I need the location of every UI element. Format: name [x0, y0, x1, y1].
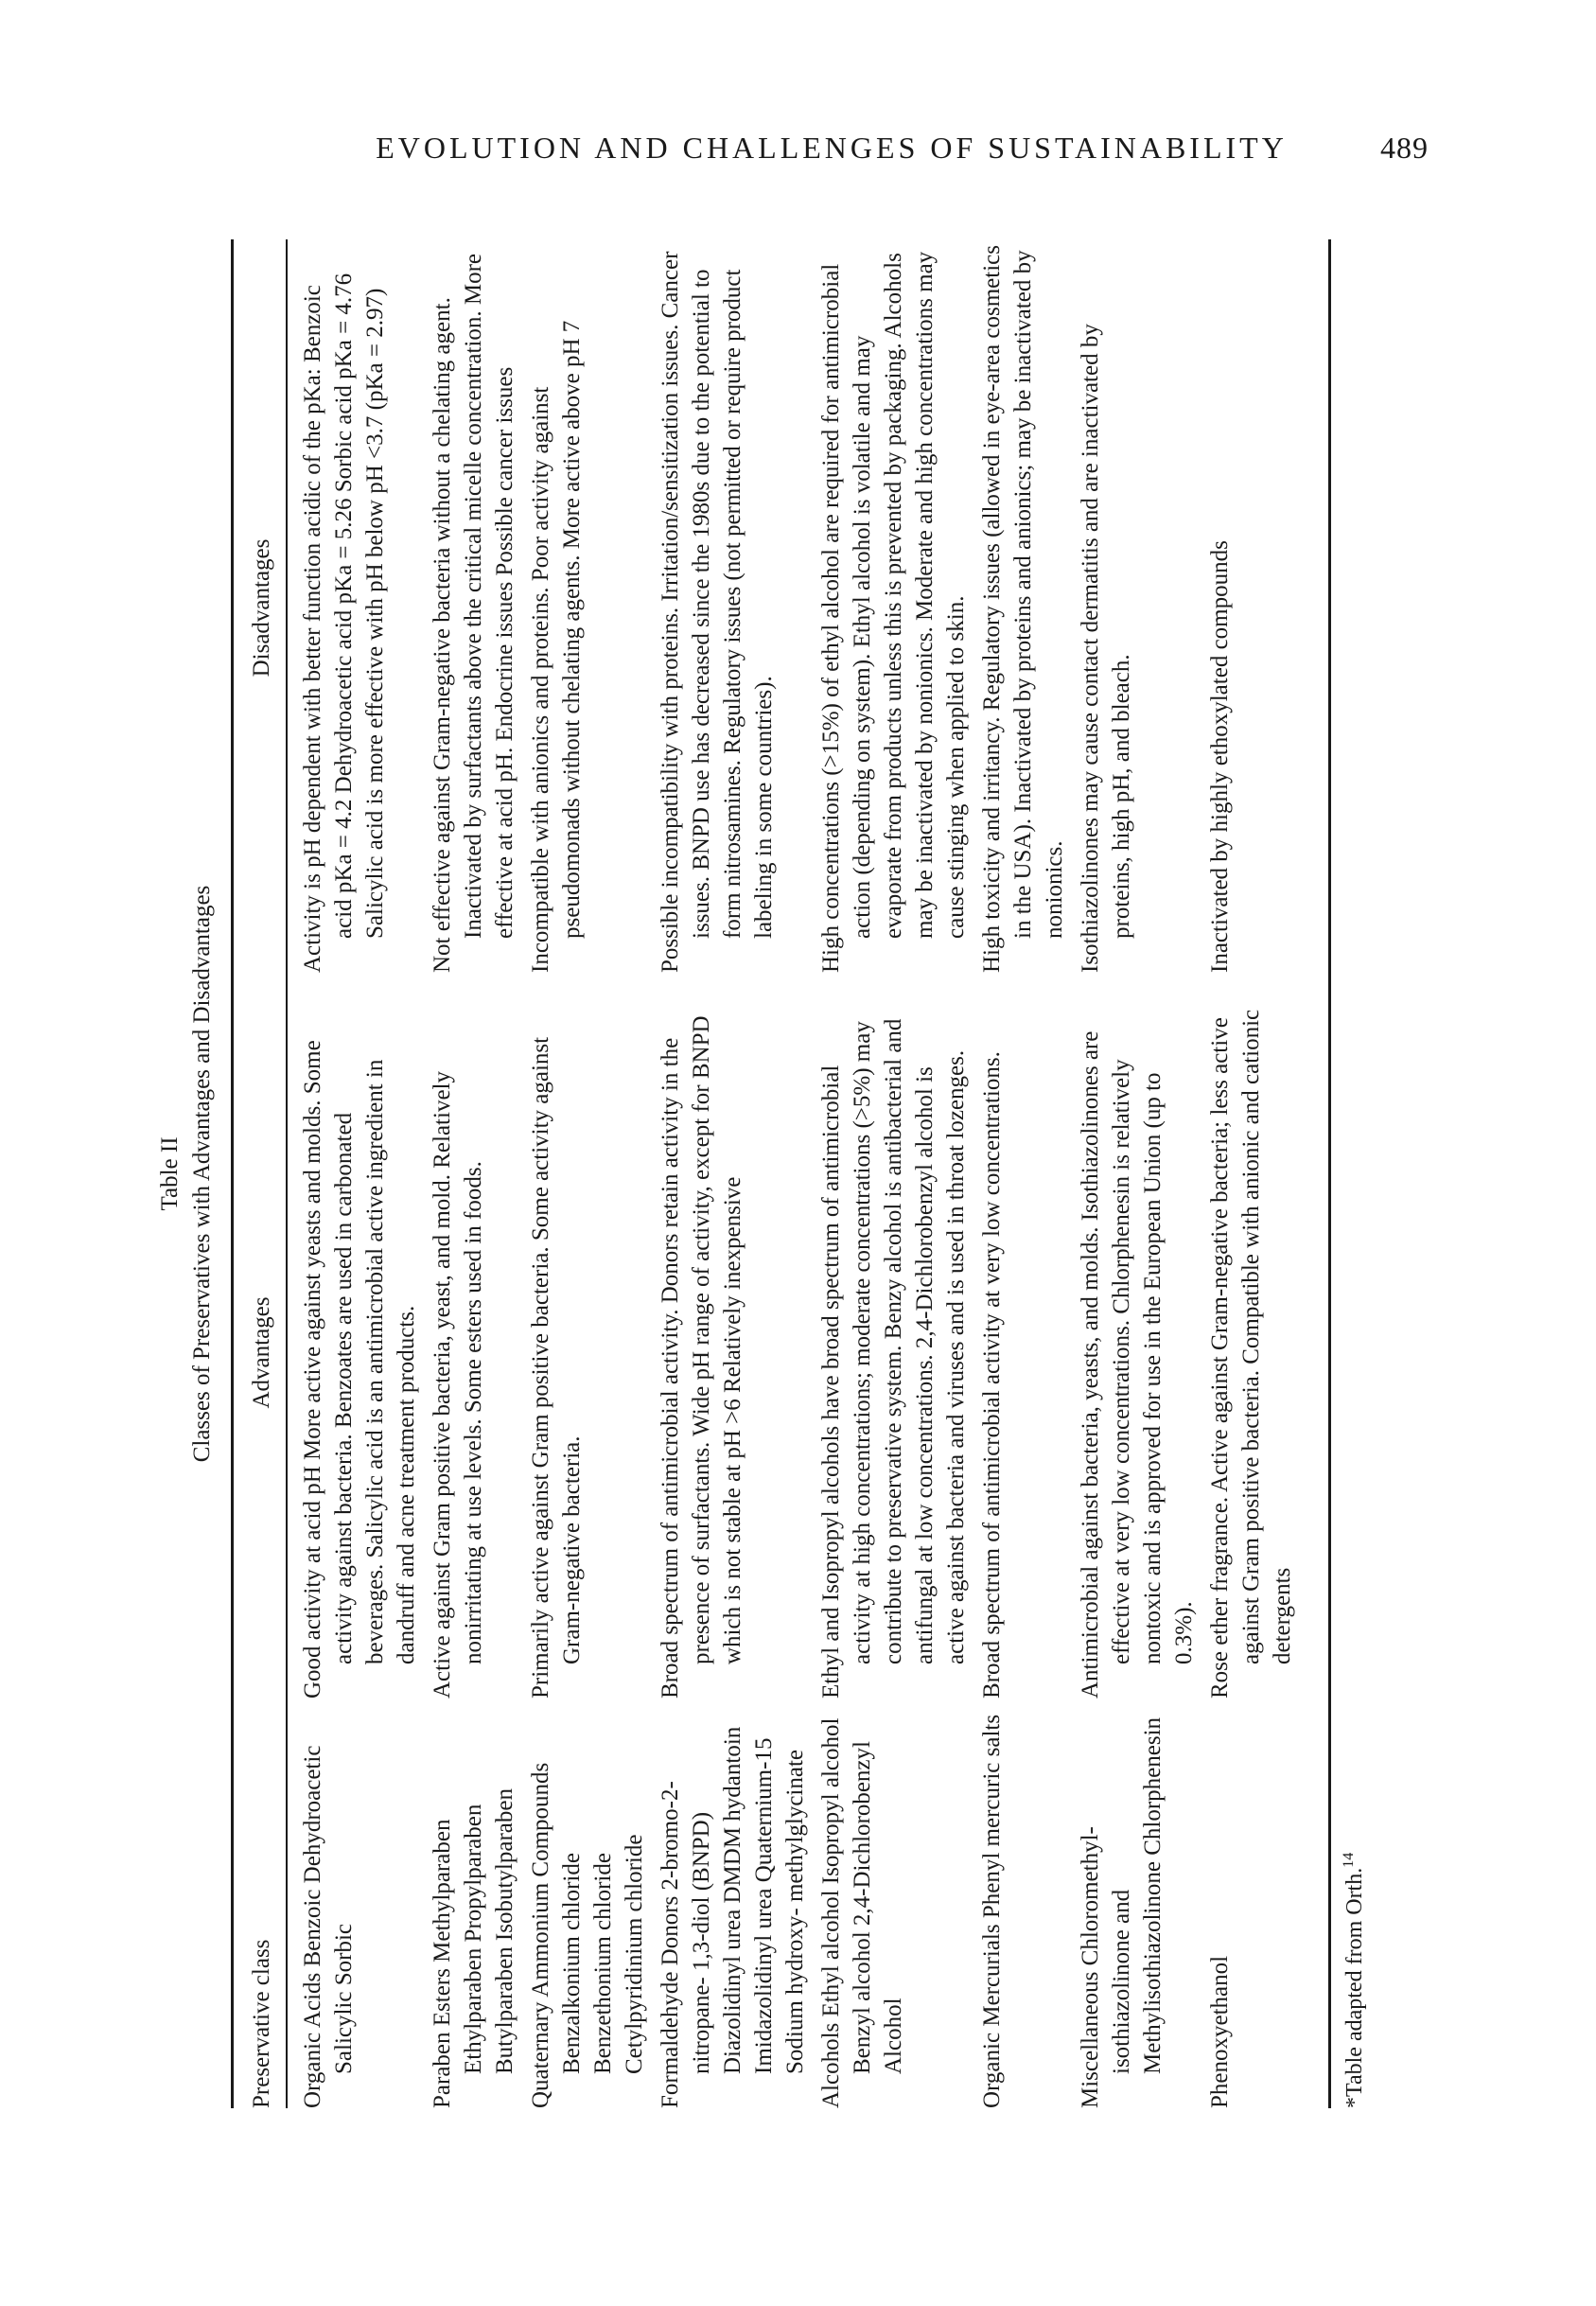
cell-advantages: Active against Gram positive bacteria, yeast, and mold. Relatively nonirritating at use levels. Some esters used in foods. [430, 1071, 486, 1699]
footnote-reference-superscript: 14 [1341, 1852, 1357, 1868]
table-row-formaldehyde-donors [655, 239, 811, 2108]
cell-disadvantages: Isothiazolinones may cause contact dermatitis and are inactivated by proteins, high pH, and bleach. [1078, 324, 1134, 973]
cell-disadvantages: Inactivated by highly ethoxylated compounds [1207, 540, 1233, 973]
cell-disadvantages: Incompatible with anionics and proteins. Poor activity against pseudomonads without chelating agents. More active above pH 7 [528, 320, 585, 973]
cell-disadvantages: High concentrations (>15%) of ethyl alcohol are required for antimicrobial action (depending on system). Ethyl alcohol is volatile and may evaporate from products unless this is prevented by packaging. Alcohols may be inactivated by nonionics. Moderate and high concentrations may cause stinging when applied to skin. [818, 251, 969, 973]
rotated-table-block [154, 239, 1469, 2108]
column-header-advantages: Advantages [249, 1296, 274, 1409]
page-number: 489 [1380, 131, 1429, 165]
cell-disadvantages: Not effective against Gram-negative bacteria without a chelating agent. Inactivated by surfactants above the critical micelle concentration. More effective at acid pH. Endocrine issues Possible cancer issues [430, 254, 517, 973]
table-row-miscellaneous [1075, 239, 1200, 2108]
table-number: Table II [157, 1136, 183, 1211]
table-header-row [234, 239, 288, 2108]
column-header-disadvantages: Disadvantages [249, 538, 274, 678]
column-header-preservative-class: Preservative class [249, 1939, 274, 2108]
table-subtitle: Classes of Preservatives with Advantages and Disadvantages [189, 885, 215, 1463]
table-row-organic-acids [297, 239, 422, 2108]
cell-preservative-class: Paraben Esters Methylparaben Ethylparaben Propylparaben Butylparaben Isobutylparaben [430, 1788, 517, 2108]
table-caption [154, 239, 219, 2108]
cell-preservative-class: Formaldehyde Donors 2-bromo-2-nitropane- 1,3-diol (BNPD) Diazolidinyl urea DMDM hydantoin Imidazolidinyl urea Quaternium-15 Sodium hydroxy- methylglycinate [658, 1726, 808, 2108]
cell-advantages: Ethyl and Isopropyl alcohols have broad spectrum of antimicrobial activity at high concentrations; moderate concentrations (>5%) may contribute to preservative system. Benzy alcohol is antibacterial and antifungal at low concentrations. 2,4-Dichlorobenzyl alcohol is active against bacteria and viruses and is used in throat lozenges. [818, 1018, 969, 1699]
cell-advantages: Rose ether fragrance. Active against Gram-negative bacteria; less active against Gram positive bacteria. Compatible with anionic and cationic detergents [1207, 1009, 1295, 1699]
cell-advantages: Broad spectrum of antimicrobial activity. Donors retain activity in the presence of surfactants. Wide pH range of activity, except for BNPD which is not stable at pH >6 Relatively inexpensive [658, 1015, 745, 1699]
table-footnote [1340, 239, 1371, 2108]
footnote-marker: * [1342, 2097, 1367, 2108]
running-head [235, 131, 1429, 172]
table-row-paraben-esters [427, 239, 520, 2108]
cell-advantages: Primarily active against Gram positive bacteria. Some activity against Gram-negative bacteria. [528, 1036, 585, 1699]
preservatives-table [231, 239, 1331, 2108]
cell-preservative-class: Phenoxyethanol [1207, 1955, 1233, 2108]
cell-disadvantages: Activity is pH dependent with better function acidic of the pKa: Benzoic acid pKa = 4.2 Dehydroacetic acid pKa = 5.26 Sorbic acid pKa = 4.76 Salicylic acid is more effective with pH below pH <3.7 (pKa = 2.97) [300, 273, 388, 973]
cell-advantages: Good activity at acid pH More active against yeasts and molds. Some activity against bacteria. Benzoates are used in carbonated beverages. Salicylic acid is an antimicrobial active ingredient in dandruff and acne treatment products. [300, 1040, 419, 1699]
cell-advantages: Broad spectrum of antimicrobial activity at very low concentrations. [979, 1051, 1005, 1699]
table-row-organic-mercurials [976, 239, 1070, 2108]
cell-preservative-class: Organic Acids Benzoic Dehydroacetic Salicylic Sorbic [300, 1745, 357, 2108]
table-row-alcohols [816, 239, 972, 2108]
table-row-phenoxyethanol [1204, 239, 1298, 2108]
cell-disadvantages: Possible incompatibility with proteins. Irritation/sensitization issues. Cancer issues. BNPD use has decreased since the 1980s due to the potential to form nitrosamines. Regulatory issues (not permitted or require product labeling in some countries). [658, 251, 777, 973]
cell-preservative-class: Organic Mercurials Phenyl mercuric salts [979, 1714, 1005, 2108]
cell-disadvantages: High toxicity and irritancy. Regulatory issues (allowed in eye-area cosmetics in the USA). Inactivated by proteins and anionics; may be inactivated by nonionics. [979, 245, 1067, 973]
cell-advantages: Antimicrobial against bacteria, yeasts, and molds. Isothiazolinones are effective at very low concentrations. Chlorphenesin is relatively nontoxic and is approved for use in the European Union (up to 0.3%). [1078, 1030, 1197, 1699]
running-head-title: EVOLUTION AND CHALLENGES OF SUSTAINABILITY [376, 131, 1288, 165]
table-body [288, 239, 1328, 2108]
cell-preservative-class: Alcohols Ethyl alcohol Isopropyl alcohol Benzyl alcohol 2,4-Dichlorobenzyl Alcohol [818, 1717, 906, 2108]
cell-preservative-class: Miscellaneous Chloromethyl-isothiazolinone and Methylisothiazolinone Chlorphenesin [1078, 1716, 1166, 2108]
cell-preservative-class: Quaternary Ammonium Compounds Benzalkonium chloride Benzethonium chloride Cetylpyridinium chloride [528, 1762, 647, 2108]
table-row-quaternary-ammonium [525, 239, 650, 2108]
footnote-text: Table adapted from Orth. [1342, 1867, 1367, 2097]
